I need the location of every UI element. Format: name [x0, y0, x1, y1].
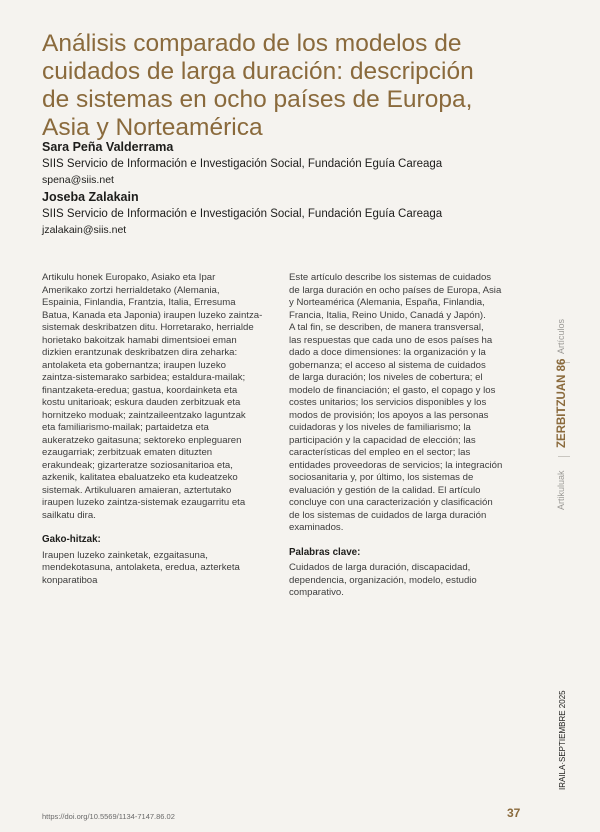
abstract-line: las respuestas que cada uno de esos países ha [289, 334, 493, 346]
abstract-line: A tal fin, se describen, de manera transversal, [289, 322, 484, 333]
abstract-line: de larga duración; los niveles de cobertura; el [289, 372, 483, 383]
article-title [42, 30, 542, 142]
abstract-line: sistemak deskribatzen ditu. Horretarako, herrialde [42, 322, 254, 333]
doi-link[interactable]: https://doi.org/10.5569/1134-7147.86.02 [42, 812, 175, 821]
keywords-line: konparatiboa [42, 574, 98, 586]
title-line: Asia y Norteamérica [42, 114, 263, 142]
abstract-line: modos de provisión; los apoyos a las personas [289, 409, 489, 421]
abstract-spanish-column [289, 272, 527, 600]
abstract-line: concluye con una caracterización y clasificación [289, 497, 493, 508]
author-affiliation: SIIS Servicio de Información e Investigación Social, Fundación Eguía Careaga [42, 158, 443, 170]
keywords-spanish [289, 562, 527, 600]
keywords-spanish-heading: Palabras clave: [289, 546, 361, 558]
abstract-line: Este artículo describe los sistemas de cuidados [289, 272, 492, 283]
abstract-line: modelo de financiación; el gasto, el copago y los [289, 384, 496, 396]
abstract-basque [42, 272, 282, 522]
keywords-line: comparativo. [289, 587, 344, 598]
abstract-line: antolaketa eta gobernantza; iraupen luzeko [42, 359, 227, 371]
author-email[interactable]: spena@siis.net [42, 174, 114, 186]
abstract-line: gobernanza; el acceso al sistema de cuidados [289, 359, 486, 371]
abstract-line: entidades proveedoras de servicios; la integración [289, 459, 503, 471]
abstract-line: dizkien erantzunak deskribatzen dira zeharka: [42, 347, 238, 358]
abstract-line: finantzaketa-eredua; gastua, koordainketa eta [42, 384, 238, 396]
abstract-line: Amerikako zortzi herrialdetako (Alemania, [42, 284, 220, 296]
sidebar-divider [558, 456, 570, 457]
abstract-line: hornitzeko moduak; zaintzaileentzako laguntzak [42, 409, 246, 421]
abstract-line: y Norteamérica (Alemania, España, Finlandia, [289, 297, 485, 308]
keywords-basque [42, 550, 282, 588]
abstract-line: de los sistemas de cuidados de larga duración [289, 509, 487, 521]
abstract-spanish [289, 272, 527, 535]
abstract-line: kostu unitarioak; eskura dauden zerbitzuak eta [42, 397, 241, 408]
abstract-line: cuidadoras y los niveles de familiarismo; la [289, 422, 471, 433]
author-affiliation: SIIS Servicio de Información e Investigación Social, Fundación Eguía Careaga [42, 208, 443, 220]
abstract-line: dado a doce dimensiones: la organización y la [289, 347, 486, 358]
sidebar-section-es: Artículos [556, 318, 566, 354]
abstract-line: costes unitarios; los servicios disponibles y los [289, 397, 487, 408]
sidebar-journal-name: ZERBITZUAN 86 [556, 358, 568, 448]
page-number: 37 [507, 806, 521, 820]
abstract-line: Artikulu honek Europako, Asiako eta Ipar [42, 272, 216, 283]
author-name: Sara Peña Valderrama [42, 140, 174, 154]
abstract-line: examinados. [289, 522, 344, 533]
keywords-line: dependencia, organización, modelo, estudio [289, 574, 477, 586]
abstract-line: eta familiarismo-mailak; partaidetza eta [42, 422, 209, 433]
keywords-line: Cuidados de larga duración, discapacidad, [289, 562, 471, 573]
sidebar-section-eu: Artikuluak [556, 470, 566, 510]
abstract-line: sociosanitaria y, por último, los sistemas de [289, 472, 474, 483]
abstract-line: evaluación y gestión de la calidad. El artículo [289, 484, 481, 496]
author-name: Joseba Zalakain [42, 190, 139, 204]
abstract-line: zaintza-sistemarako sarbidea; estaldura-mailak; [42, 372, 246, 383]
keywords-line: Iraupen luzeko zainketak, ezgaitasuna, [42, 549, 208, 561]
abstract-line: horietako bakoitzak hamabi dimentsioei eman [42, 334, 237, 346]
title-line: cuidados de larga duración: descripción [42, 58, 474, 86]
abstract-line: iraupen luzeko zaintza-sistemak ezaugarritu eta [42, 497, 246, 508]
abstract-basque-column [42, 272, 282, 587]
abstract-line: aukeratzeko gaitasuna; sektoreko enpleguaren [42, 434, 242, 446]
abstract-line: sailkatu dira. [42, 509, 96, 521]
keywords-line: mendekotasuna, antolaketa, eredua, azterketa [42, 562, 240, 573]
abstract-line: ezaugarriak; zerbitzuak ematen dituzten [42, 447, 213, 458]
abstract-line: Espainia, Finlandia, Frantzia, Italia, Erresuma [42, 297, 236, 308]
abstract-line: Batua, Kanada eta Japonia) iraupen luzeko zaintza- [42, 309, 263, 321]
author-email[interactable]: jzalakain@siis.net [42, 224, 127, 236]
abstract-line: sistemak. Artikuluaren amaieran, aztertutako [42, 484, 232, 496]
abstract-line: características del empleo en el sector; las [289, 447, 471, 458]
sidebar-issue-date: IRAILA·SEPTIEMBRE 2025 [558, 690, 567, 790]
abstract-line: de larga duración en ocho países de Europa, Asia [289, 284, 502, 296]
keywords-basque-heading: Gako-hitzak: [42, 534, 101, 545]
title-line: de sistemas en ocho países de Europa, [42, 86, 473, 114]
abstract-line: participación y la capacidad de elección; las [289, 434, 476, 446]
title-line: Análisis comparado de los modelos de [42, 30, 462, 58]
abstract-line: azkenik, kalitatea ebaluatzeko eta kudeatzeko [42, 472, 238, 483]
abstract-line: Francia, Italia, Reino Unido, Canadá y Japón). [289, 309, 486, 321]
abstract-line: erakundeak; gizarteratze soziosanitarioa eta, [42, 459, 233, 471]
